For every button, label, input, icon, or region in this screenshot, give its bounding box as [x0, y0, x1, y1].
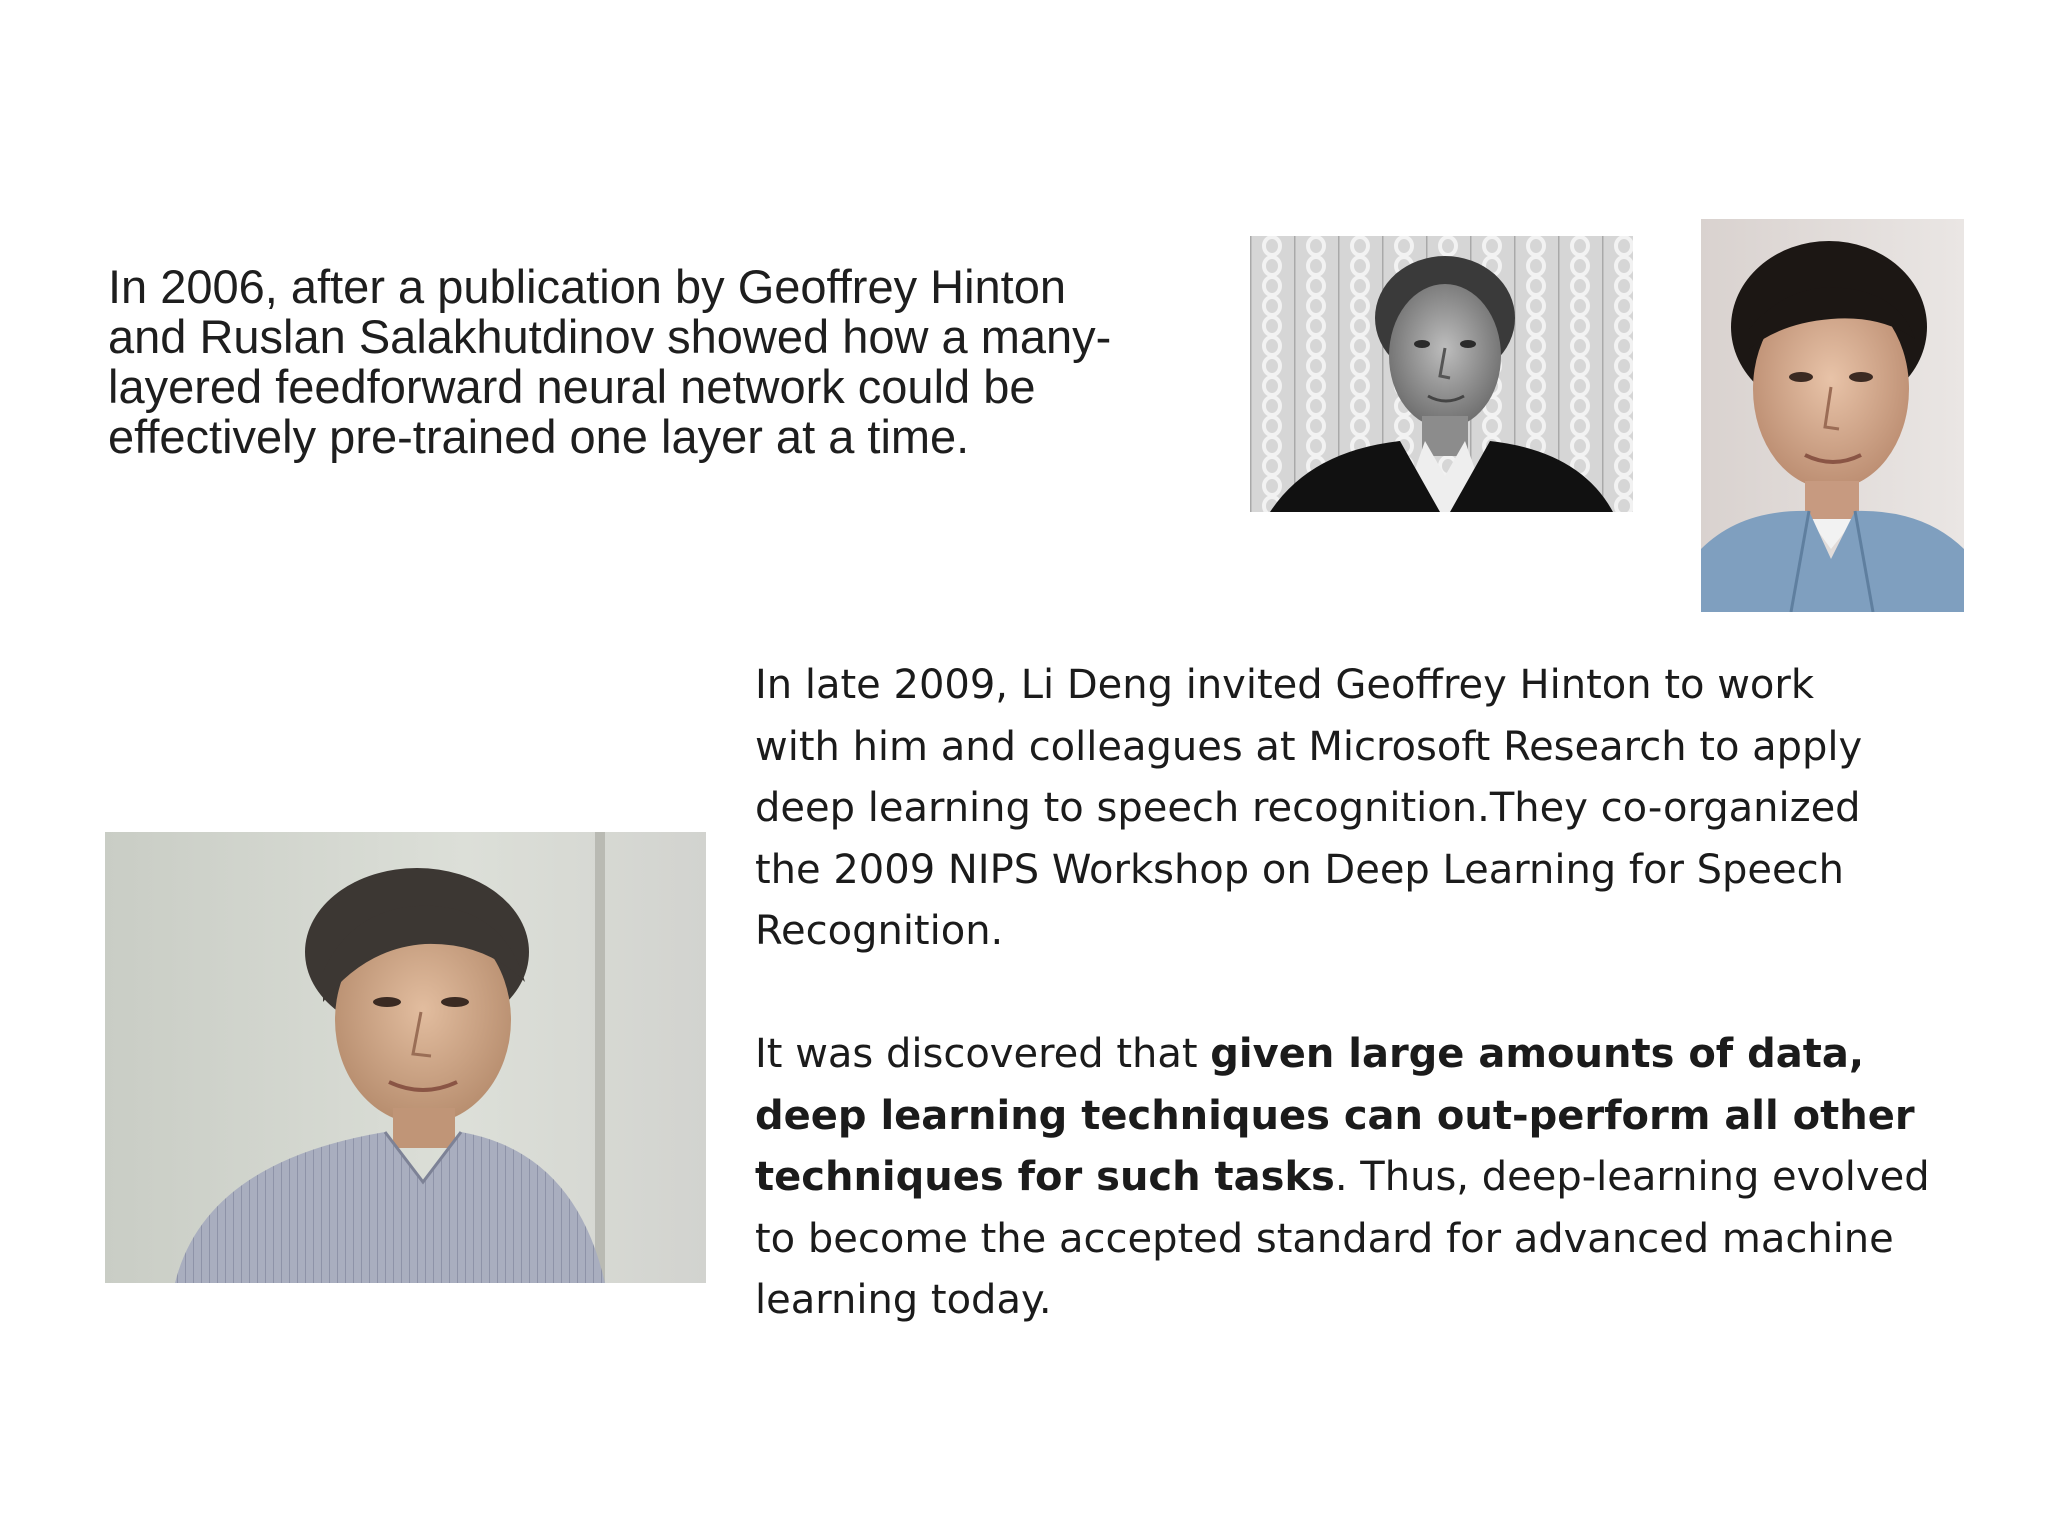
- intro-line: layered feedforward neural network could be: [108, 360, 1036, 413]
- paragraph2-emphasis: given large amounts of data,: [1210, 1031, 1865, 1077]
- intro-line: and Ruslan Salakhutdinov showed how a many-: [108, 310, 1112, 363]
- paragraph2-text: It was discovered that: [755, 1031, 1211, 1077]
- salakhutdinov-portrait-photo: [1701, 219, 1964, 612]
- paragraph2-line: learning today.: [755, 1277, 1052, 1323]
- salakhutdinov-portrait-icon: [1701, 219, 1964, 612]
- deng-portrait-icon: [105, 832, 706, 1283]
- hinton-portrait-photo: [1250, 236, 1633, 512]
- paragraph2-emphasis: techniques for such tasks: [755, 1154, 1335, 1200]
- paragraph1-line: Recognition.: [755, 908, 1004, 954]
- paragraph2-line: [755, 1024, 2035, 1086]
- intro-paragraph: [108, 262, 1228, 462]
- paragraph2-line: [755, 1147, 2035, 1209]
- paragraph2-line: [755, 1086, 2035, 1148]
- paragraph1-line: with him and colleagues at Microsoft Research to apply: [755, 723, 1863, 770]
- paragraph-gap: [755, 963, 2035, 1025]
- paragraph1-line: In late 2009, Li Deng invited Geoffrey Hinton to work: [755, 662, 1814, 708]
- deng-portrait-photo: [105, 832, 706, 1283]
- paragraph1-line: deep learning to speech recognition.They co-organized: [755, 785, 1861, 831]
- intro-line: effectively pre-trained one layer at a time.: [108, 410, 970, 463]
- hinton-portrait-icon: [1250, 236, 1633, 512]
- paragraph2-text: . Thus, deep-learning evolved: [1334, 1154, 1930, 1200]
- paragraph1-line: the 2009 NIPS Workshop on Deep Learning for Speech: [755, 846, 1844, 893]
- paragraph2-emphasis: deep learning techniques can out-perform all other: [755, 1092, 1915, 1139]
- intro-line: In 2006, after a publication by Geoffrey Hinton: [108, 260, 1067, 313]
- speech-recognition-text: [755, 655, 2035, 1332]
- paragraph2-line: to become the accepted standard for advanced machine: [755, 1215, 1894, 1262]
